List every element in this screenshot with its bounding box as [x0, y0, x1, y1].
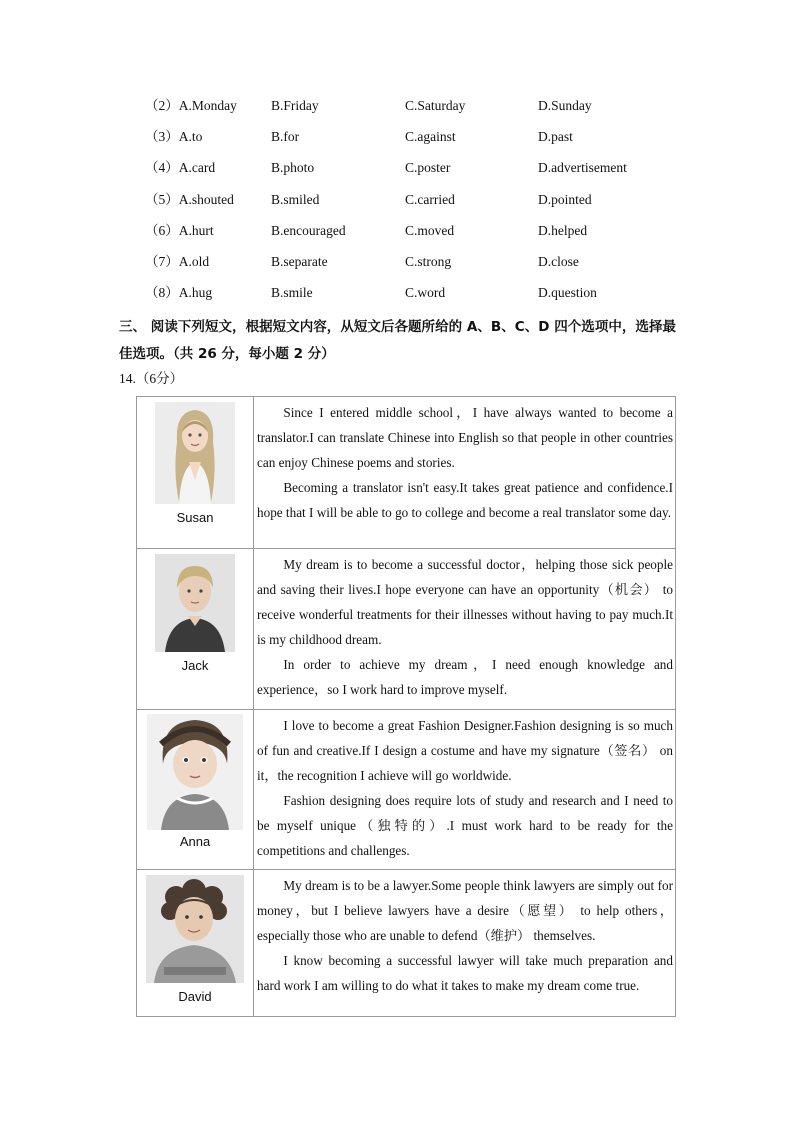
option-6-d: D.helped [538, 222, 588, 238]
option-4-a: （4）A.card [145, 160, 216, 176]
option-3-b: B.for [271, 129, 300, 145]
option-5-b: B.smiled [271, 191, 320, 207]
david-name-label: David [178, 989, 212, 1004]
option-row-6 [145, 221, 705, 252]
david-paragraph-1: My dream is to be a lawyer.Some people think lawyers are simply out for money，but I believe lawyers have a desire（愿望） to help others，especially those who are unable to defend（维护） themselves. [257, 878, 673, 943]
jack-name-label: Jack [181, 658, 209, 673]
option-6-a: （6）A.hurt [145, 222, 214, 238]
option-7-c: C.strong [405, 253, 452, 269]
option-4-c: C.poster [405, 160, 451, 176]
table-row-anna [137, 710, 676, 870]
option-2-b: B.Friday [271, 98, 319, 113]
david-paragraph-2: I know becoming a successful lawyer will take much preparation and hard work I am willing to do what it takes to make my dream come true. [257, 953, 673, 993]
option-6-b: B.encouraged [271, 222, 346, 238]
jack-portrait-image [155, 554, 235, 652]
anna-portrait-image [147, 714, 243, 830]
question-14-label: 14.（6分） [119, 371, 184, 386]
anna-name-label: Anna [179, 834, 211, 849]
option-2-a: （2）A.Monday [145, 98, 237, 113]
option-3-a: （3）A.to [145, 129, 203, 145]
section-3-heading: 三、 阅读下列短文，根据短文内容，从短文后各题所给的 A、B、C、D 四个选项中，选择最佳选项。（共 26 分，每小题 2 分） [119, 319, 676, 362]
option-2-c: C.Saturday [405, 98, 466, 113]
option-8-a: （8）A.hug [145, 285, 213, 301]
david-passage [254, 870, 676, 1017]
susan-paragraph-2: Becoming a translator isn't easy.It takes great patience and confidence.I hope that I will be able to go to college and become a real translator some day. [257, 480, 673, 520]
option-4-d: D.advertisement [538, 160, 627, 176]
susan-name-label: Susan [176, 510, 214, 525]
option-7-b: B.separate [271, 253, 328, 269]
jack-passage [254, 549, 676, 710]
option-3-c: C.against [405, 129, 456, 145]
portrait-cell-susan [137, 397, 254, 549]
option-6-c: C.moved [405, 222, 455, 238]
option-5-d: D.pointed [538, 191, 592, 207]
option-7-d: D.close [538, 253, 579, 269]
portrait-cell-anna [137, 710, 254, 870]
table-row-jack [137, 549, 676, 710]
susan-passage [254, 397, 676, 549]
option-7-a: （7）A.old [145, 253, 210, 269]
portrait-cell-david [137, 870, 254, 1017]
option-row-4 [145, 158, 705, 189]
portrait-cell-jack [137, 549, 254, 710]
jack-paragraph-1: My dream is to become a successful doctor，helping those sick people and saving their lives.I hope everyone can have an opportunity（机会） to receive wonderful treatments for their illnesses without having to pay much.It is my childhood dream. [257, 557, 673, 647]
table-row-david [137, 870, 676, 1017]
option-2-d: D.Sunday [538, 98, 592, 113]
anna-paragraph-2: Fashion designing does require lots of study and research and I need to be myself unique（独特的）.I must work hard to be ready for the competitions and challenges. [257, 793, 673, 858]
option-row-2 [145, 96, 705, 127]
option-5-c: C.carried [405, 191, 455, 207]
answer-options-list [145, 96, 705, 314]
susan-portrait-image [155, 402, 235, 504]
david-portrait-image [146, 875, 244, 983]
table-row-susan [137, 397, 676, 549]
anna-passage [254, 710, 676, 870]
option-row-7 [145, 252, 705, 283]
option-row-5 [145, 190, 705, 221]
susan-paragraph-1: Since I entered middle school，I have always wanted to become a translator.I can translate Chinese into English so that people in other countries can enjoy Chinese poems and stories. [257, 405, 673, 470]
option-8-b: B.smile [271, 285, 313, 301]
option-3-d: D.past [538, 129, 573, 145]
option-row-3 [145, 127, 705, 158]
jack-paragraph-2: In order to achieve my dream，I need enough knowledge and experience，so I work hard to improve myself. [257, 657, 673, 697]
option-8-d: D.question [538, 285, 597, 301]
anna-paragraph-1: I love to become a great Fashion Designer.Fashion designing is so much of fun and creative.If I design a costume and have my signature（签名） on it，the recognition I achieve will go worldwide. [257, 718, 673, 783]
option-5-a: （5）A.shouted [145, 191, 234, 207]
option-8-c: C.word [405, 285, 446, 301]
option-4-b: B.photo [271, 160, 315, 176]
reading-passage-table [136, 396, 676, 1017]
option-row-8 [145, 283, 705, 314]
